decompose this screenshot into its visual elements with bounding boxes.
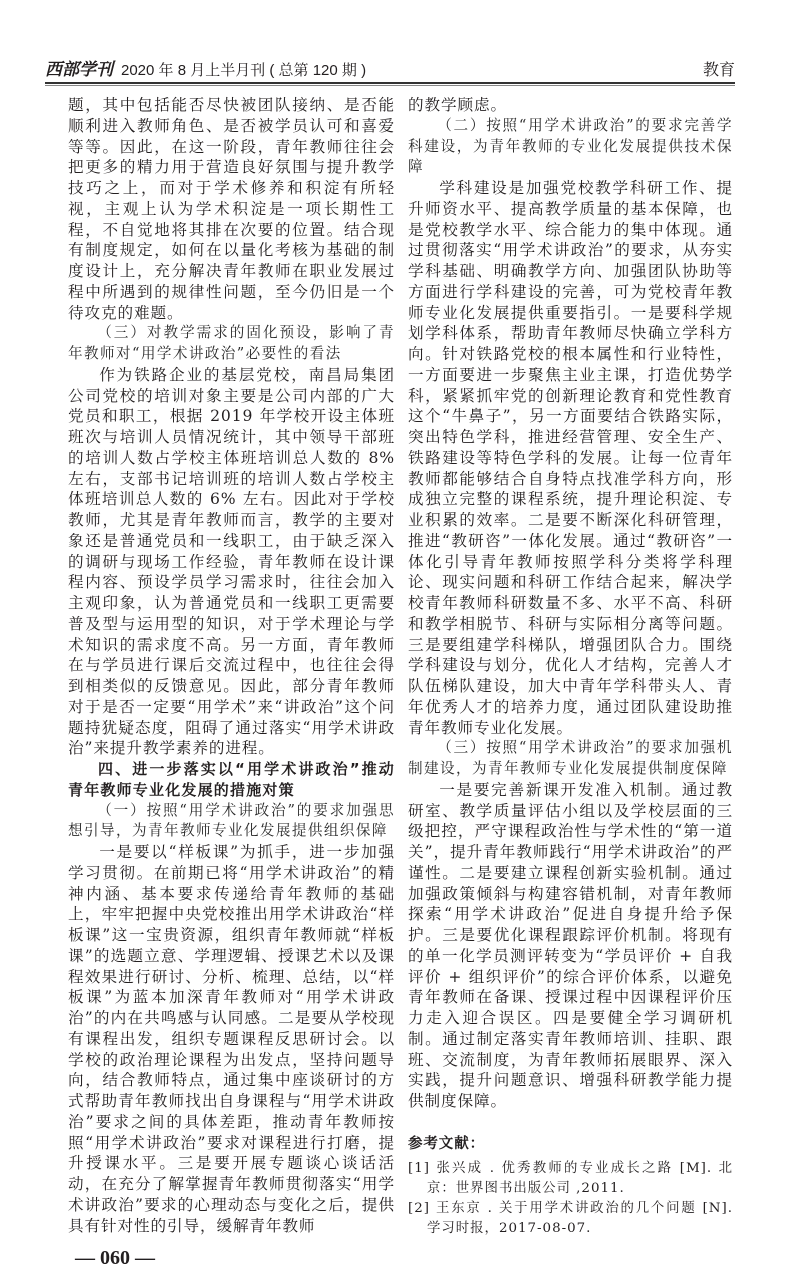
subsection-heading: （一）按照“用学术讲政治”的要求加强思想引导，为青年教师专业化发展提供组织保障 xyxy=(68,801,395,840)
subsection-heading: （三）按照“用学术讲政治”的要求加强机制建设，为青年教师专业化发展提供制度保障 xyxy=(408,739,733,777)
issue-info: 2020 年 8 月上半月刊 ( 总第 120 期 ) xyxy=(121,62,367,79)
reference-item: [2] 王东京 . 关于用学术讲政治的几个问题 [N]. 学习时报，2017-08-07. xyxy=(408,1200,733,1236)
paragraph: 一是要完善新课开发准入机制。通过教研室、教学质量评估小组以及学校层面的三级把控，严守课程政治性与学术性的“第一道关”，提升青年教师践行“用学术讲政治”的严谨性。二是要建立课程创新实验机制。通过加强政策倾斜与构建容错机制，对青年教师探索“用学术讲政治”促进自身提升给予保护。三是要优化课程跟踪评价机制。将现有的单一化学员测评转变为“学员评价 + 自我评价 + 组织评价”的综合评价体系，以避免青年教师在备课、授课过程中因课程评价压力走入迎合误区。四是要健全学习调研机制。通过制定落实青年教师培训、挂职、跟班、交流制度，为青年教师拓展眼界、深入实践，提升问题意识、增强科研教学能力提供制度保障。 xyxy=(408,780,733,1110)
paragraph: 作为铁路企业的基层党校，南昌局集团公司党校的培训对象主要是公司内部的广大党员和职工，根据 2019 年学校开设主体班班次与培训人员情况统计，其中领导干部班的培训人数占学校主体班培训总人数的 8% 左右，支部书记培训班的培训人数占学校主体班培训总人数的 6% 左右。因此对于学校教师，尤其是青年教师而言，教学的主要对象还是普通党员和一线职工，由于缺乏深入的调研与现场工作经验，青年教师在设计课程内容、预设学员学习需求时，往往会加入主观印象，认为普通党员和一线职工更需要普及型与运用型的知识，对于学术理论与学术知识的需求度不高。另一方面，青年教师在与学员进行课后交流过程中，也往往会得到相类似的反馈意见。因此，部分青年教师对于是否一定要“用学术”来“讲政治”这个问题持犹疑态度，阻碍了通过落实“用学术讲政治”来提升教学素养的进程。 xyxy=(68,365,395,758)
page-number: — 060 — xyxy=(75,1247,155,1270)
subsection-heading: （二）按照“用学术讲政治”的要求完善学科建设，为青年教师的专业化发展提供技术保障 xyxy=(408,116,733,176)
header-rule xyxy=(45,82,735,84)
paragraph: 的教学顾虑。 xyxy=(408,96,507,114)
header-rule-thin xyxy=(45,85,735,86)
paragraph: 一是要以“样板课”为抓手，进一步加强学习贯彻。在前期已将“用学术讲政治”的精神内涵、基本要求传递给青年教师的基础上，牢牢把握中央党校推出用学术讲政治“样板课”这一宝贵资源，组织青年教师就“样板课”的选题立意、学理逻辑、授课艺术以及课程效果进行研讨、分析、梳理、总结，以“样板课”为蓝本加深青年教师对“用学术讲政治”的内在共鸣感与认同感。二是要从学校现有课程出发，组织专题课程反思研讨会。以学校的政治理论课程为出发点，坚持问题导向，结合教师特点，通过集中座谈研讨的方式帮助青年教师找出自身课程与“用学术讲政治”要求之间的具体差距，推动青年教师按照“用学术讲政治”要求对课程进行打磨，提升授课水平。三是要开展专题谈心谈话活动，在充分了解掌握青年教师贯彻落实“用学术讲政治”要求的心理动态与变化之后，提供具有针对性的引导，缓解青年教师 xyxy=(68,843,395,1235)
running-header xyxy=(45,58,735,80)
journal-logo: 西部学刊 xyxy=(45,60,113,80)
paragraph: 学科建设是加强党校教学科研工作、提升师资水平、提高教学质量的基本保障，也是党校教学水平、综合能力的集中体现。通过贯彻落实“用学术讲政治”的要求，从夯实学科基础、明确教学方向、加强团队协助等方面进行学科建设的完善，可为党校青年教师专业化发展提供重要指引。一是要科学规划学科体系，帮助青年教师尽快确立学科方向。针对铁路党校的根本属性和行业特性，一方面要进一步聚焦主业主课，打造优势学科，紧紧抓牢党的创新理论教育和党性教育这个“牛鼻子”，另一方面要结合铁路实际，突出特色学科，推进经营管理、安全生产、铁路建设等特色学科的发展。让每一位青年教师都能够结合自身特点找准学科方向，形成独立完整的课程系统，提升理论积淀、专业积累的效率。二是要不断深化科研管理，推进“教研咨”一体化发展。通过“教研咨”一体化引导青年教师按照学科分类将学科理论、现实问题和科研工作结合起来，解决学校青年教师科研数量不多、水平不高、科研和教学相脱节、科研与实际相分离等问题。三是要组建学科梯队，增强团队合力。围绕学科建设与划分，优化人才结构，完善人才队伍梯队建设，加大中青年学科带头人、青年优秀人才的培养力度，通过团队建设助推青年教师专业化发展。 xyxy=(408,179,733,737)
section-label: 教育 xyxy=(702,62,735,79)
right-column xyxy=(408,95,733,1239)
left-column xyxy=(68,95,395,1270)
reference-item: [1] 张兴成 . 优秀教师的专业成长之路 [M]. 北京：世界图书出版公司 ,2011. xyxy=(408,1160,733,1196)
section-heading: 四、进一步落实以“用学术讲政治”推动青年教师专业化发展的措施对策 xyxy=(68,760,395,799)
references-heading: 参考文献： xyxy=(408,1135,485,1152)
paragraph: 题，其中包括能否尽快被团队接纳、是否能顺利进入教师角色、是否被学员认可和喜爱等等。因此，在这一阶段，青年教师往往会把更多的精力用于营造良好氛围与提升教学技巧之上，而对于学术修养和积淀有所轻视，主观上认为学术积淀是一项长期性工程，不自觉地将其排在次要的位置。结合现有制度规定，如何在以量化考核为基础的制度设计上，充分解决青年教师在职业发展过程中所遇到的规律性问题，至今仍旧是一个待攻克的难题。 xyxy=(68,96,395,322)
subsection-heading: （三）对教学需求的固化预设，影响了青年教师对“用学术讲政治”必要性的看法 xyxy=(68,324,395,362)
